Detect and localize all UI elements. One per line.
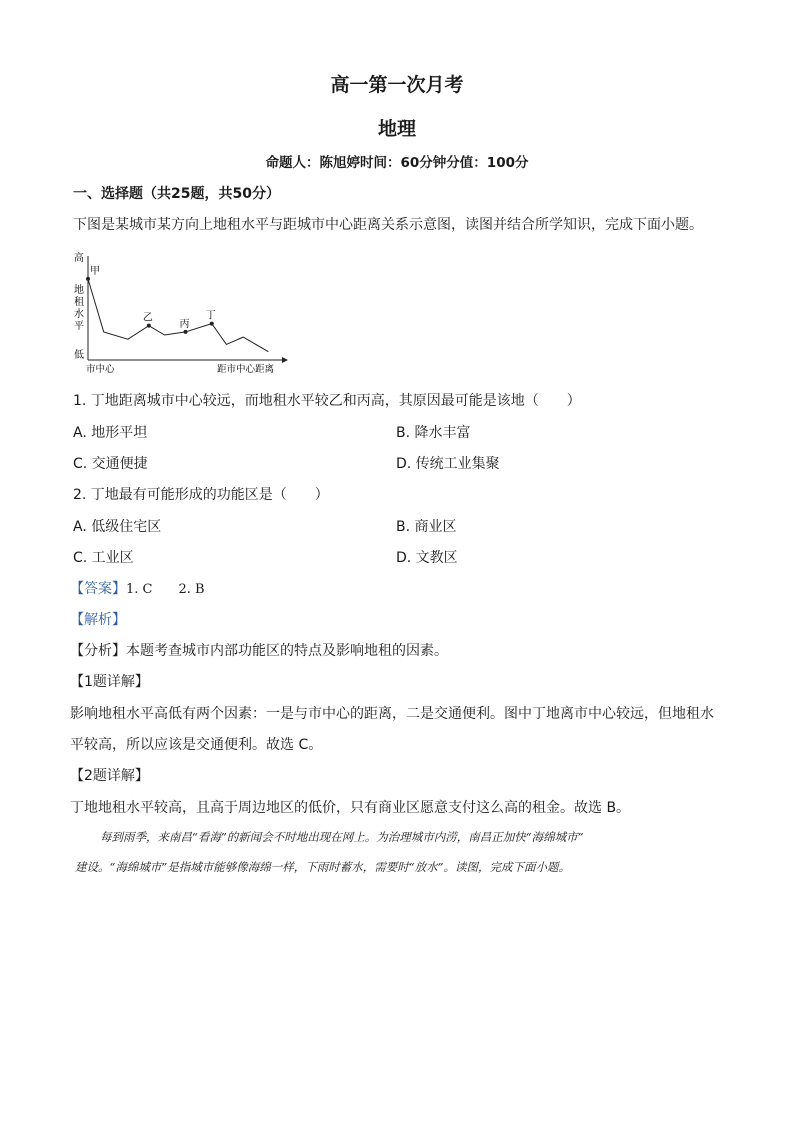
question-1-stem: 1. 丁地距离城市中心较远，而地租水平较乙和丙高，其原因最可能是该地（ ） — [73, 393, 581, 409]
fenxi-line — [70, 640, 448, 660]
point-甲 — [86, 277, 90, 281]
point-label-丁: 丁 — [205, 310, 216, 322]
point-label-甲: 甲 — [90, 265, 100, 277]
detail-1-line-2: 平较高，所以应该是交通便利。故选 C。 — [70, 737, 323, 753]
q1-option-b: B. 降水丰富 — [396, 425, 471, 441]
intro-text: 下图是某城市某方向上地租水平与距城市中心距离关系示意图，读图并结合所学知识，完成下面小题。 — [73, 217, 703, 233]
rent-chart — [70, 248, 290, 376]
q1-option-c: C. 交通便捷 — [73, 456, 148, 472]
answer-line — [70, 578, 205, 598]
question-2-stem: 2. 丁地最有可能形成的功能区是（ ） — [73, 487, 329, 503]
point-label-乙: 乙 — [142, 312, 153, 324]
q1-option-d: D. 传统工业集聚 — [396, 456, 500, 472]
fenxi-text: 本题考查城市内部功能区的特点及影响地租的因素。 — [126, 643, 448, 659]
detail-1-line-1: 影响地租水平高低有两个因素：一是与市中心的距离，二是交通便利。图中丁地离市中心较远，但地租水 — [70, 706, 714, 722]
y-bottom-label: 低 — [74, 350, 84, 361]
q2-option-d: D. 文教区 — [396, 550, 458, 566]
y-label-char-4: 平 — [74, 321, 84, 332]
q2-option-c: C. 工业区 — [73, 550, 134, 566]
fenxi-tag: 【分析】 — [70, 643, 126, 659]
y-label-char-3: 水 — [74, 309, 84, 320]
point-label-丙: 丙 — [179, 318, 190, 330]
point-丙 — [184, 330, 188, 334]
page-title: 高一第一次月考 — [330, 74, 464, 96]
y-top-label: 高 — [74, 253, 84, 264]
q2-option-b: B. 商业区 — [396, 519, 457, 535]
q2-option-a: A. 低级住宅区 — [73, 519, 162, 535]
answer-text: 1. C 2. B — [126, 582, 205, 597]
x-left-label: 市中心 — [86, 364, 115, 375]
x-right-label: 距市中心距离 — [217, 364, 275, 375]
exam-meta: 命题人：陈旭婷时间：60分钟分值：100分 — [265, 155, 529, 171]
detail-2-line-1: 丁地地租水平较高，且高于周边地区的低价，只有商业区愿意支付这么高的租金。故选 B。 — [70, 800, 631, 816]
subject-title: 地理 — [377, 118, 416, 140]
answer-tag: 【答案】 — [70, 581, 126, 597]
x-axis-arrow — [282, 357, 288, 363]
section-heading: 一、选择题（共25题，共50分） — [73, 186, 280, 202]
point-乙 — [147, 324, 151, 328]
detail-2-tag: 【2题详解】 — [70, 768, 149, 784]
analysis-tag: 【解析】 — [70, 612, 126, 628]
detail-1-tag: 【1题详解】 — [70, 674, 149, 690]
passage-line-1: 每到雨季，来南昌“看海”的新闻会不时地出现在网上。为治理城市内涝，南昌正加快“海绵城市” — [100, 830, 584, 844]
y-label-char-1: 地 — [74, 285, 84, 296]
passage-line-2: 建设。“海绵城市”是指城市能够像海绵一样，下雨时蓄水，需要时“放水”。读图，完成下面小题。 — [75, 860, 571, 874]
y-label-char-2: 租 — [74, 297, 84, 308]
rent-line — [88, 279, 268, 352]
q1-option-a: A. 地形平坦 — [73, 425, 148, 441]
point-丁 — [210, 322, 214, 326]
